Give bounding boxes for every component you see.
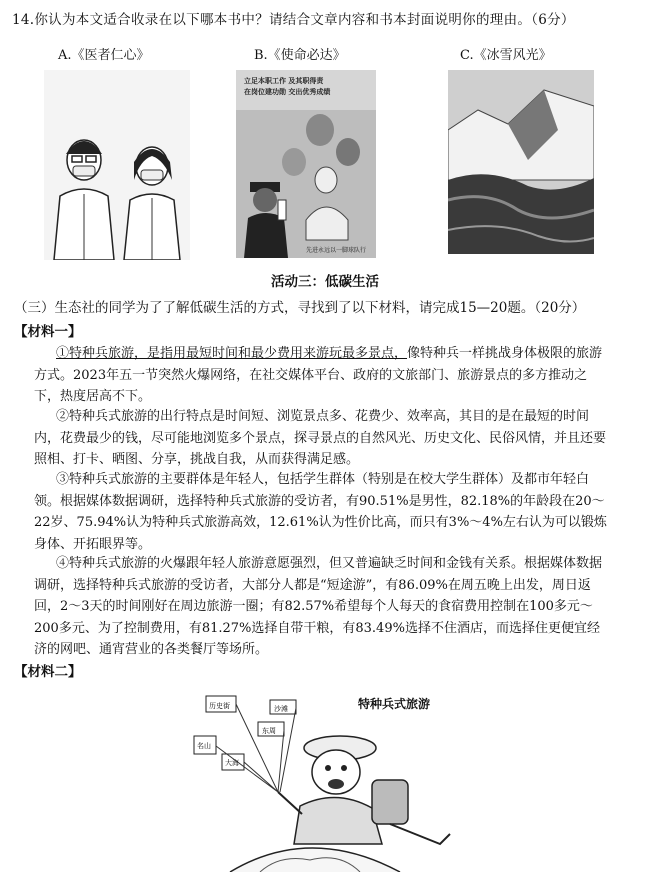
paragraph-3: ③特种兵式旅游的主要群体是年轻人，包括学生群体（特别是在校大学生群体）及都市年轻白领。根据媒体数据调研，选择特种兵式旅游的受访者，有90.51%是男性，82.18%的年龄段在20～22岁、75.94%认为特种兵式旅游高效，12.61%认为性价比高，而只有3%～4%左右认为可以锻炼身体、开拓眼界等。 <box>34 472 607 552</box>
intro-text: （三）生态社的同学为了了解低碳生活的方式，寻找到了以下材料，请完成15—20题。（20分） <box>14 300 586 316</box>
question-text: 你认为本文适合收录在以下哪本书中？请结合文章内容和书本封面说明你的理由。（6分） <box>34 12 575 28</box>
option-b-label: B.《使命必达》 <box>254 48 346 63</box>
question-14 <box>12 8 575 28</box>
option-c-label: C.《冰雪风光》 <box>460 48 552 63</box>
paragraph-1 <box>34 343 608 408</box>
workers-poster-illustration <box>236 70 376 258</box>
poster-caption: 先进永远以一脚球队行 <box>306 247 367 254</box>
poster-text-1: 立足本职工作 及其职得责 <box>244 77 324 85</box>
poster-text-2: 在岗位建功勋 交出优秀成绩 <box>244 88 331 96</box>
option-b-cover-image <box>236 70 376 258</box>
cartoon-title: 特种兵式旅游 <box>358 697 431 711</box>
cartoon-image <box>150 684 480 872</box>
question-number: 14. <box>12 12 35 28</box>
special-forces-travel-cartoon <box>150 684 480 872</box>
option-a-cover-image <box>44 70 190 260</box>
flag-4: 名山 <box>197 742 211 750</box>
material-2-title: 【材料二】 <box>14 664 82 680</box>
doctors-illustration <box>44 70 190 260</box>
paragraph-4: ④特种兵式旅游的火爆跟年轻人旅游意愿强烈，但又普遍缺乏时间和金钱有关系。根据媒体数据调研，选择特种兵式旅游的受访者，大部分人都是“短途游”，有86.09%在周五晚上出发，周日返回，2～3天的时间刚好在周边旅游一圈；有82.57%希望每个人每天的食宿费用控制在100多元～200多元、为了控制费用，有81.27%选择自带干粮，有83.49%选择不住酒店，而选择住更便宜经济的网吧、通宵营业的各类餐厅等场所。 <box>34 556 603 657</box>
paragraph-2: ②特种兵式旅游的出行特点是时间短、浏览景点多、花费少、效率高，其目的是在最短的时间内，花费最少的钱，尽可能地浏览多个景点，探寻景点的自然风光、历史文化、民俗风情，并且还要照相、打卡、晒图、分享，挑战自我，从而获得满足感。 <box>34 409 607 467</box>
flag-2: 沙滩 <box>274 705 288 713</box>
flag-1: 历史街 <box>209 702 230 710</box>
flag-3: 东周 <box>262 727 276 735</box>
activity-title: 活动三：低碳生活 <box>271 274 379 290</box>
flag-5: 大海 <box>225 759 239 767</box>
option-a-label: A.《医者仁心》 <box>58 48 150 63</box>
paragraph-1-rest: 像特种兵一样挑战身体极限的旅游方式。2023年五一节突然火爆网络，在社交媒体平台、政府的文旅部门、旅游景点的多方推动之下，热度居高不下。 <box>34 346 603 404</box>
option-c-cover-image <box>448 70 594 254</box>
snow-mountain-illustration <box>448 70 594 254</box>
material-1-title: 【材料一】 <box>14 324 82 340</box>
paragraph-1-underlined: ①特种兵旅游，是指用最短时间和最少费用来游玩最多景点， <box>56 346 408 361</box>
